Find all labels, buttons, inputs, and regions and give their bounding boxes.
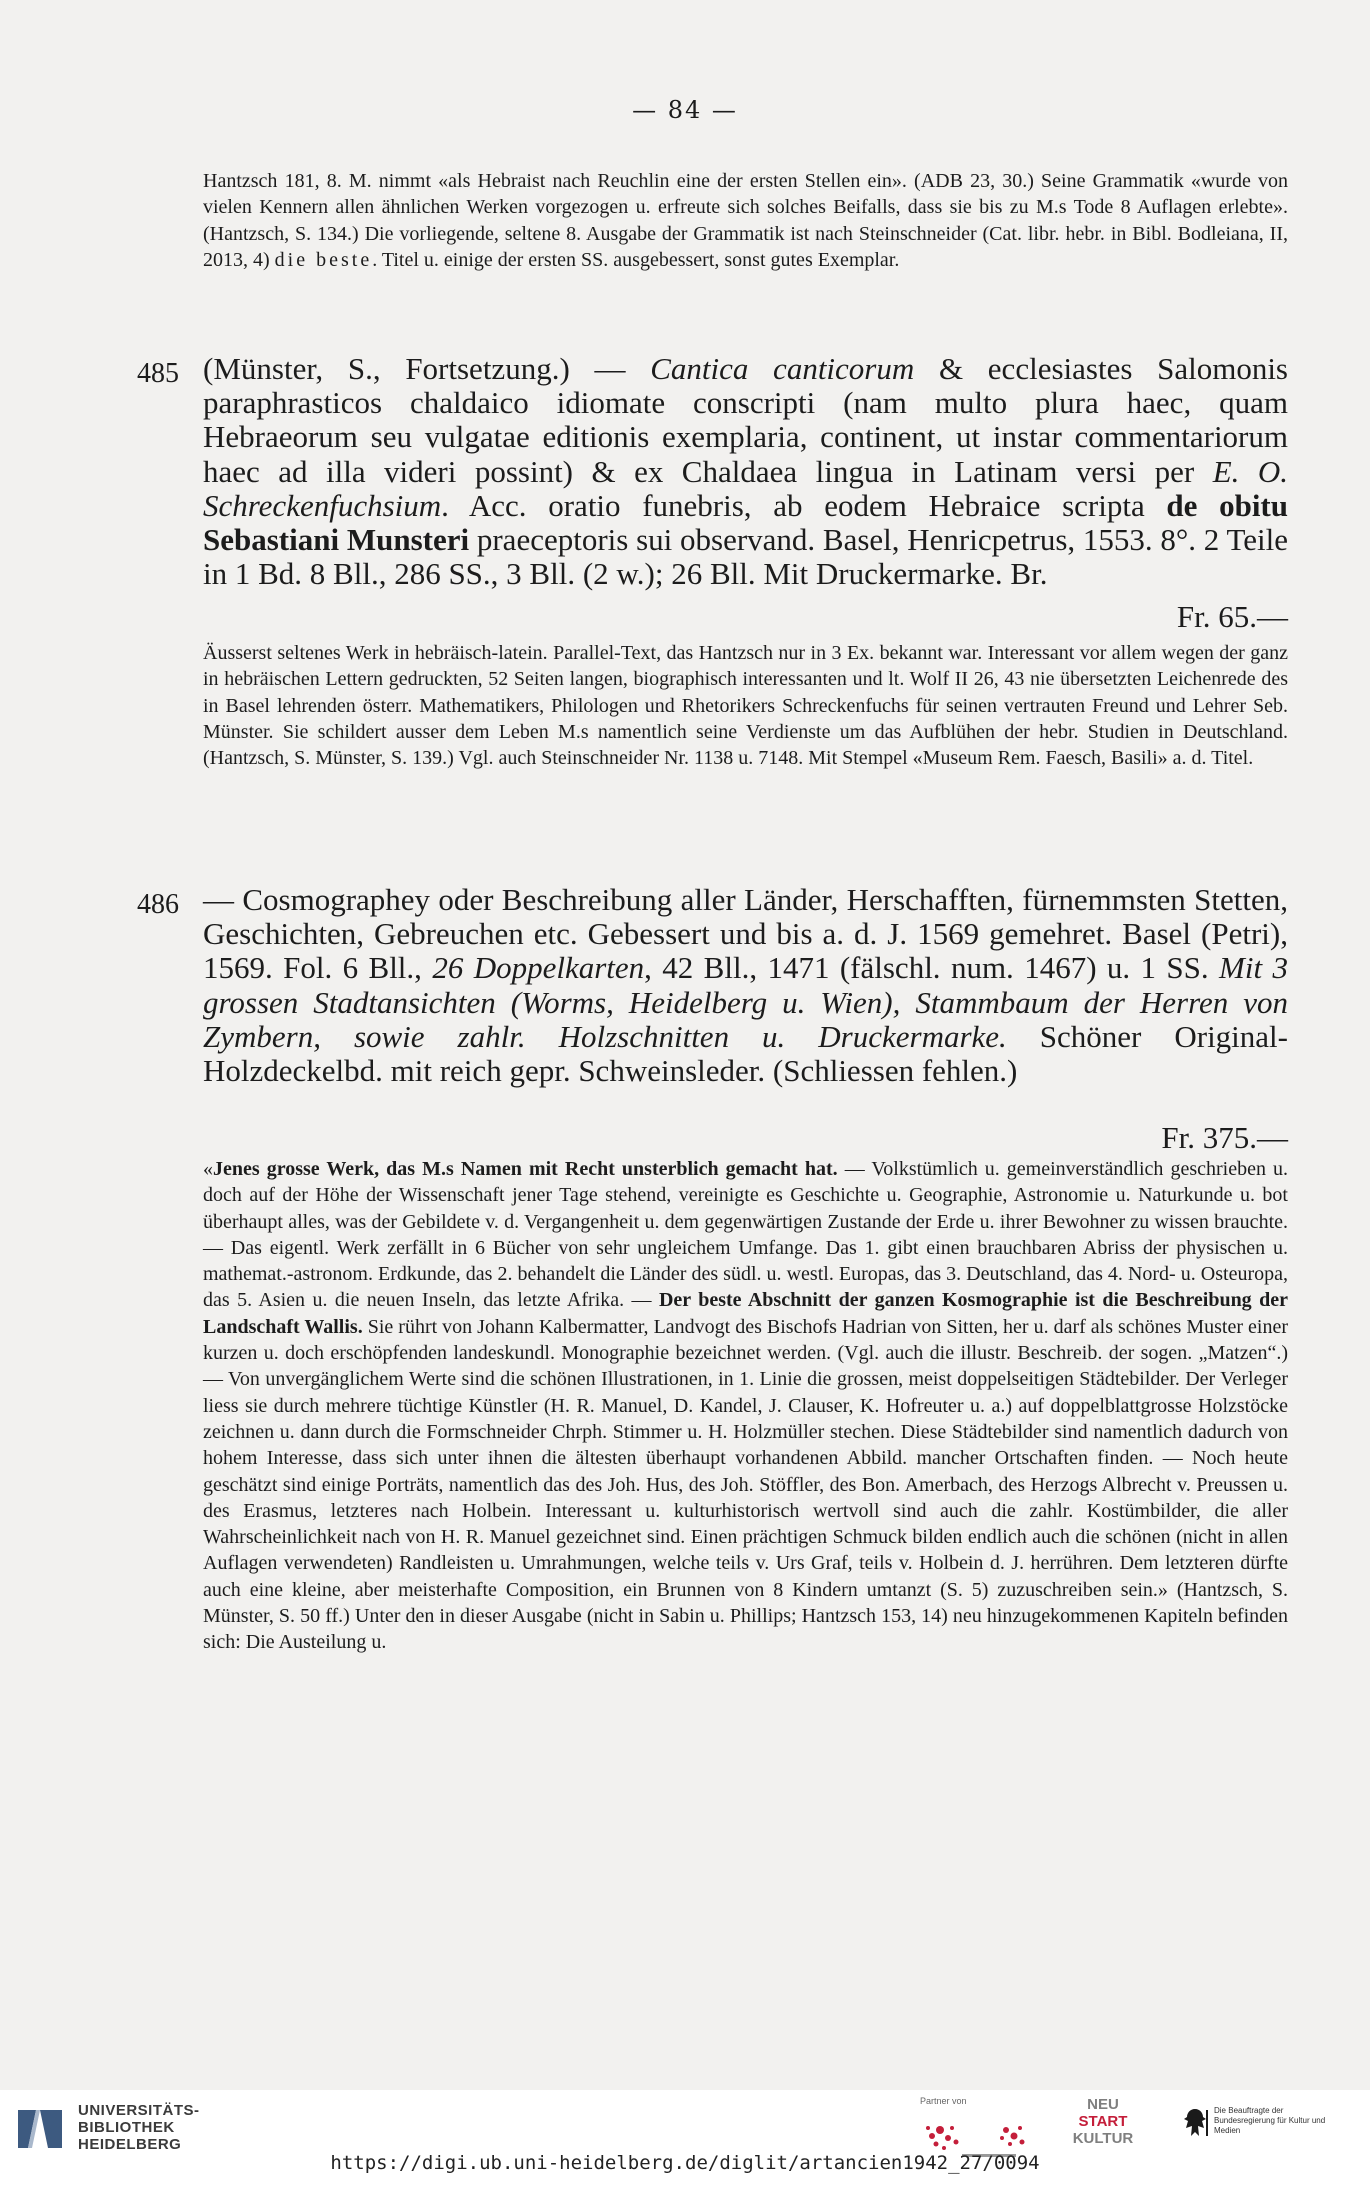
italic-text: Mit 3 grossen Stadtansichten (Worms, Heidelberg u. Wien), Stammbaum der Herren von Zymbern, sowie zahlr. Holzschnitten u. Druckermarke. [203,950,1288,1054]
note-text: . Titel u. einige der ersten SS. ausgebessert, sonst gutes Exemplar. [372,248,900,271]
note-text: Sie rührt von Johann Kalbermatter, Landvogt des Bischofs Hadrian von Sitten, her u. darf als schönes Muster einer kurzen u. doch erschöpfenden landeskundl. Monographie bezeichnet werden. (Vgl. auch die illustr. Beschreib. der sogen. „Matzen“.) — Von unvergänglichem Werte sind die schönen Illustrationen, in 1. Linie die grossen, meist doppelseitigen Städtebilder. Der Verleger liess sie durch mehrere tüchtige Künstler (H. R. Manuel, D. Kandel, J. Clauser, K. Hofreuter u. a.) auf doppelblattgrosse Holzstöcke zeichnen u. dann durch die Formschneider Chrph. Stimmer u. H. Holzmüller stechen. Diese Städtebilder sind namentlich dadurch von hohem Interesse, dass sich unter ihnen die ältesten überhaupt vorhandenen Abbild. mancher Ortschaften finden. — Noch heute geschätzt sind einige Porträts, namentlich das des Joh. Hus, des Joh. Stöffler, des Bon. Amerbach, des Herzogs Albrecht v. Preussen u. des Erasmus, letzteres nach Holbein. Interessant u. kulturhistorisch wertvoll sind auch die zahlr. Kostümbilder, die aller Wahrscheinlichkeit nach von H. R. Manuel gezeichnet sind. Einen prächtigen Schmuck bilden endlich auch die schönen (nicht in allen Auflagen verwendeten) Randleisten u. Umrahmungen, welche teils v. Urs Graf, teils v. Holbein d. J. herrühren. Dem letzteren dürfte auch eine kleine, aber meisterhafte Composition, ein Brunnen von 8 Kindern umtanzt (S. 5) zuzuschreiben sein.» (Hantzsch, S. Münster, S. 50 ff.) Unter den in dieser Ausgabe (nicht in Sabin u. Phillips; Hantzsch 153, 14) neu hinzugekommenen Kapiteln befinden sich: Die Austeilung u. [203,1315,1288,1654]
note-text: — Volkstümlich u. gemeinverständlich geschrieben u. doch auf der Höhe der Wissenschaft jener Tage stehend, vereinigte es Geschichte u. Geographie, Astronomie u. Naturkunde u. bot überhaupt alles, was der Gebildete v. d. Vergangenheit u. dem gegenwärtigen Zustande der Erde u. ihrer Bewohner zu wissen brauchte. — Das eigentl. Werk zerfällt in 6 Bücher von sehr ungleichem Umfange. Das 1. gibt einen brauchbaren Abriss der physischen u. mathemat.-astronom. Erdkunde, das 2. behandelt die Länder des südl. u. westl. Europas, das 3. Deutschland, das 4. Nord- u. Osteuropa, das 5. Asien u. die neuen Inseln, das letzte Afrika. — [203,1158,1289,1312]
entry-number-486: 486 [137,889,179,920]
bold-subtitle: de obitu Sebastiani Munsteri [203,487,1288,558]
library-name-line: UNIVERSITÄTS- [78,2102,200,2119]
entry-text: Schöner Original-Holzdeckelbd. mit reich gepr. Schweinsleder. (Schliessen fehlen.) [203,1018,1288,1089]
entry-text: praeceptoris sui observand. Basel, Henricpetrus, 1553. 8°. 2 Teile in 1 Bd. 8 Bll., 286 SS., 3 Bll. (2 w.); 26 Bll. Mit Druckermarke. Br. [203,522,1288,592]
library-name-line: HEIDELBERG [78,2136,182,2153]
price-486: Fr. 375.— [1161,1120,1288,1155]
italic-text: 26 Doppelkarten [432,950,645,986]
entry-text: — Cosmographey oder Beschreibung aller Länder, Herschafften, fürnemmsten Stetten, Geschichten, Gebreuchen etc. Gebessert und bis a. d. J. 1569 gemehret. Basel (Petri), 1569. Fol. 6 Bll., [203,882,1288,986]
entry-485-note: Äusserst seltenes Werk in hebräisch-latein. Parallel-Text, das Hantzsch nur in 3 Ex. bekannt war. Interessant vor allem wegen der ganz in hebräischen Lettern gedruckten, 52 Seiten langen, biographisch interessanten und lt. Wolf II 26, 43 nie übersetzten Leichenrede des in Basel lehrenden österr. Mathematikers, Philologen und Rhetorikers Schreckenfuchs für seinen vertrauten Freund und Lehrer Seb. Münster. Sie schildert ausser dem Leben M.s namentlich seine Verdienste um das Aufblühen der hebr. Studien in Deutschland. (Hantzsch, S. Münster, S. 139.) Vgl. auch Steinschneider Nr. 1138 u. 7148. Mit Stempel «Museum Rem. Faesch, Basili» a. d. Titel. [203,642,1288,770]
entry-text: . Acc. oratio funebris, ab eodem Hebraice scripta [441,487,1167,523]
entry-title-italic: Cantica canticorum [650,351,915,386]
neustart-line: START [1078,2113,1128,2130]
price-485: Fr. 65.— [1176,599,1288,634]
entry-486-title [203,883,1288,1088]
entry-486-note [203,1156,1288,1656]
page-url[interactable]: https://digi.ub.uni-heidelberg.de/diglit/artancien1942_27/0094 [330,2152,1040,2174]
neustart-line: NEU [1087,2096,1119,2113]
editor-name: E. O. Schreckenfuchsium [203,453,1288,523]
federal-commissioner-text: Die Beauftragte der Bundesregierung für Kultur und Medien [1214,2106,1326,2135]
entry-text: , 42 Bll., 1471 (fälschl. num. 1467) u. 1 SS. [644,950,1220,986]
university-library-logo-icon [14,2104,66,2154]
emphasized-text: die beste [274,248,373,271]
page-number: — 84 — [632,96,738,124]
entry-number-485: 485 [137,358,179,389]
note-text: Hantzsch 181, 8. M. nimmt «als Hebraist nach Reuchlin eine der ersten Stellen ein». (ADB 23, 30.) Seine Grammatik «wurde von vielen Kennern allen ähnlichen Werken vorgezogen u. erfreute sich solches Beifalls, dass sie bis zu M.s Tode 8 Auflagen erlebte». (Hantzsch, S. 134.) Die vorliegende, seltene 8. Ausgabe der Grammatik ist nach Steinschneider (Cat. libr. hebr. in Bibl. Bodleiana, II, 2013, 4) [203,170,1288,271]
university-library-name [78,2102,200,2153]
entry-text: & ecclesiastes Salomonis paraphrasticos chaldaico idiomate conscripti (nam multo plura haec, quam Hebraeorum seu vulgatae editionis exemplaria, continent, ut instar commentariorum haec ad illa videri possint) & ex Chaldaea lingua in Latinam versi per [203,351,1288,489]
entry-text: (Münster, S., Fortsetzung.) — [203,351,651,386]
neustart-kultur-logo [1068,2096,1138,2147]
neustart-line: KULTUR [1072,2130,1134,2147]
bold-quote: Der beste Abschnitt der ganzen Kosmographie ist die Beschreibung der Landschaft Wallis. [203,1289,1288,1338]
entry-continuation-note [203,168,1288,273]
entry-485-title [203,352,1288,591]
partner-label: Partner von [920,2096,967,2106]
federal-eagle-icon [1182,2106,1208,2140]
bold-quote: Jenes grosse Werk, das M.s Namen mit Recht unsterblich gemacht hat. [213,1158,838,1180]
footer-bar [0,2090,1370,2186]
quote-mark: « [203,1158,213,1180]
library-name-line: BIBLIOTHEK [78,2119,175,2136]
